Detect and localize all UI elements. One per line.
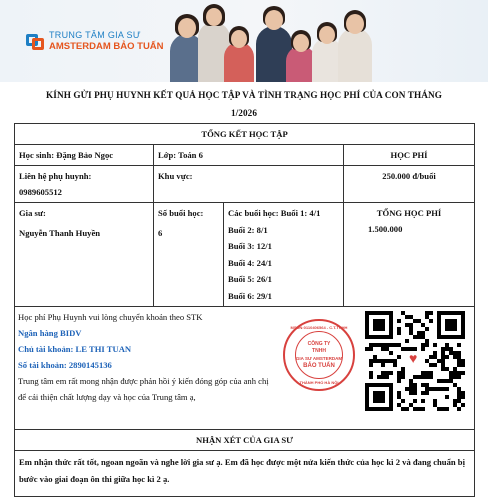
area-field: Khu vực: [154,166,344,203]
logo-icon [26,32,44,50]
seal-line1: CÔNG TY [307,341,331,347]
center-logo [26,30,164,52]
contact-phone: 0989605512 [19,187,62,197]
tutor-comment: Em nhận thức rất tốt, ngoan ngoãn và nghe lời gia sư ạ. Em đã học được một nửa kiến thức của học kì 2 và đang chuẩn bị bước vào giai đoạn ôn thi giữa học kì 2 ạ. [15,451,475,497]
bank-name: Ngân hàng BIDV [18,328,82,338]
contact-label: Liên hệ phụ huynh: [19,171,92,181]
session-item: Buổi 4: 24/1 [228,257,272,268]
summary-header: TỔNG KẾT HỌC TẬP [15,124,475,145]
student-class: Lớp: Toán 6 [154,145,344,166]
report-title-line2: 1/2026 [230,108,258,118]
payment-qr-code [365,311,465,411]
seal-line4: BẢO TUẤN [303,363,335,369]
tutor-label: Gia sư: [19,208,46,218]
seal-line2: TNHH [312,348,326,354]
feedback-request: để cải thiện chất lượng dạy và học của Trung tâm ạ, [18,392,196,402]
logo-text-line1: TRUNG TÂM GIA SƯ [49,30,141,40]
header-banner [0,0,488,82]
payment-intro: Học phí Phụ Huynh vui lòng chuyển khoản theo STK [18,312,203,322]
account-holder: Chủ tài khoản: LE THI TUAN [18,344,132,354]
session-item: Buổi 6: 29/1 [228,290,272,301]
company-seal [283,319,355,391]
logo-text-line2: AMSTERDAM BẢO TUẤN [49,41,164,52]
session-item: Buổi 2: 8/1 [228,224,268,235]
session-count: 6 [158,228,163,238]
total-fee-label: TỔNG HỌC PHÍ [376,208,442,218]
payment-section [15,307,474,429]
tutor-name: Nguyễn Thanh Huyền [19,228,101,238]
fee-header: HỌC PHÍ [344,145,475,166]
session-item: Buổi 3: 12/1 [228,241,272,251]
report-table [14,123,475,497]
feedback-request: Trung tâm em rất mong nhận được phản hồi ý kiến đóng góp của anh chị [18,376,269,386]
student-name: Học sinh: Đặng Bảo Ngọc [15,145,154,166]
account-number: Số tài khoản: 2890145136 [18,360,112,370]
report-title-line1: KÍNH GỬI PHỤ HUYNH KẾT QUẢ HỌC TẬP VÀ TÌNH TRẠNG HỌC PHÍ CỦA CON THÁNG [46,90,442,100]
comment-header: NHẬN XÉT CỦA GIA SƯ [15,430,475,451]
heart-icon: ♥ [409,352,418,367]
session-item: Các buổi học: Buổi 1: 4/1 [228,208,321,218]
seal-bottom-text: THÀNH PHỐ HÀ NỘI [299,380,339,385]
session-count-label: Số buổi học: [158,208,204,218]
session-item: Buổi 5: 26/1 [228,274,272,284]
seal-top-text: MSDN:0110406564 - C.T.TNHH [290,325,348,330]
fee-per-session: 250.000 đ/buổi [344,166,475,203]
total-fee-value: 1.500.000 [368,224,403,234]
seal-line3: GIA SƯ AMSTERDAM [295,356,343,361]
